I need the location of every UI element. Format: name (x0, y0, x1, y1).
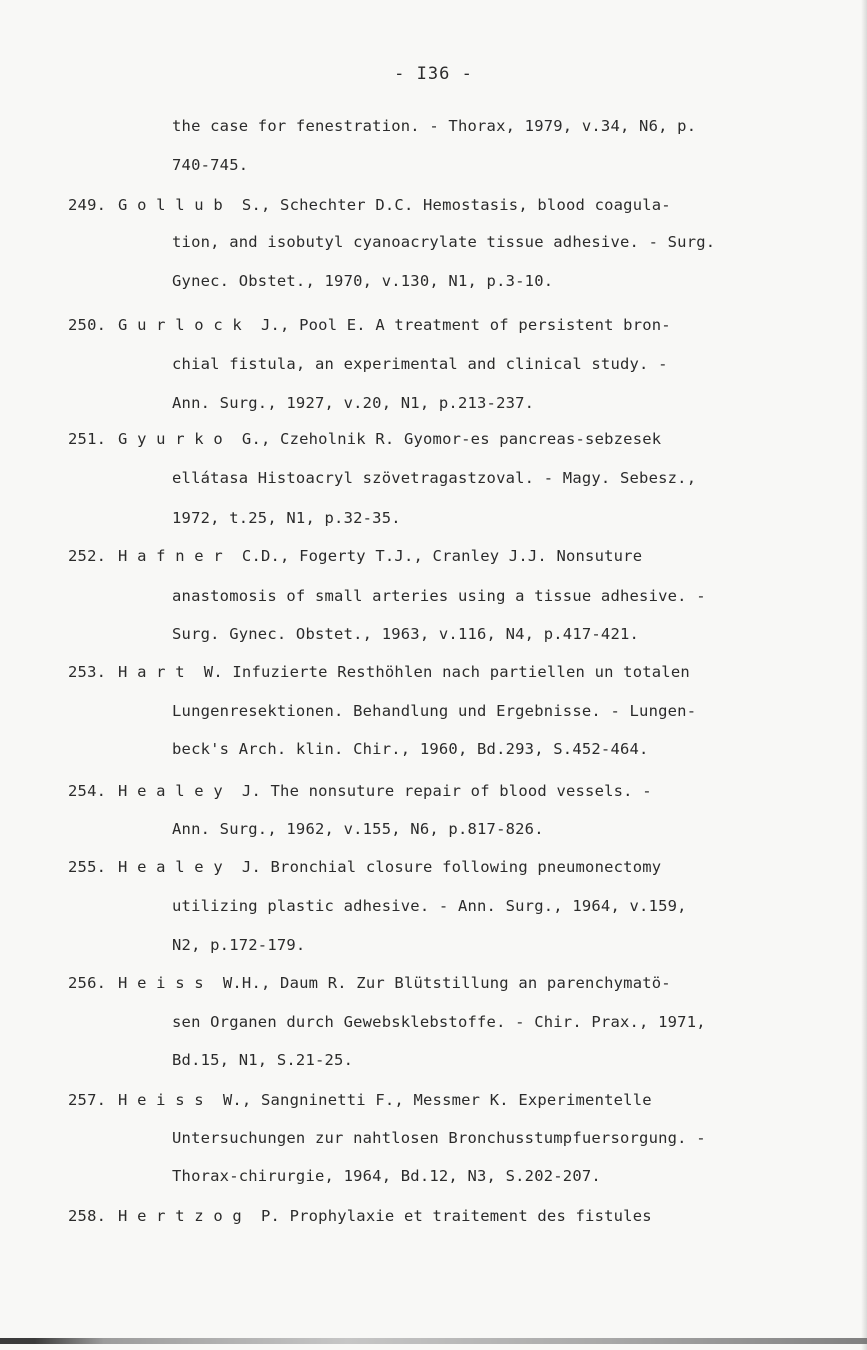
entry-line: anastomosis of small arteries using a tissue adhesive. - (172, 587, 706, 605)
entry-number: 249. (68, 196, 107, 214)
entry-number: 252. (68, 547, 107, 565)
page-number: - I36 - (394, 64, 473, 84)
entry-line: tion, and isobutyl cyanoacrylate tissue adhesive. - Surg. (172, 233, 716, 251)
entry-line: G o l l u b S., Schechter D.C. Hemostasis, blood coagula- (118, 196, 671, 214)
entry-line: utilizing plastic adhesive. - Ann. Surg., 1964, v.159, (172, 897, 687, 915)
scan-bottom-edge (0, 1338, 867, 1344)
entry-line: Surg. Gynec. Obstet., 1963, v.116, N4, p.417-421. (172, 625, 640, 643)
entry-line: H e i s s W., Sangninetti F., Messmer K. Experimentelle (118, 1091, 652, 1109)
entry-number: 258. (68, 1207, 107, 1225)
entry-line: H e a l e y J. The nonsuture repair of blood vessels. - (118, 782, 652, 800)
entry-line: Untersuchungen zur nahtlosen Bronchusstumpfuersorgung. - (172, 1129, 706, 1147)
entry-number: 254. (68, 782, 107, 800)
entry-number: 250. (68, 316, 107, 334)
entry-line: chial fistula, an experimental and clinical study. - (172, 355, 668, 373)
scan-edge-shadow (861, 0, 867, 1350)
entry-line: H e a l e y J. Bronchial closure following pneumonectomy (118, 858, 662, 876)
entry-line: N2, p.172-179. (172, 936, 306, 954)
entry-line: the case for fenestration. - Thorax, 1979, v.34, N6, p. (172, 117, 697, 135)
entry-line: Gynec. Obstet., 1970, v.130, N1, p.3-10. (172, 272, 554, 290)
entry-number: 253. (68, 663, 107, 681)
entry-number: 257. (68, 1091, 107, 1109)
entry-line: Thorax-chirurgie, 1964, Bd.12, N3, S.202-207. (172, 1167, 601, 1185)
entry-line: 740-745. (172, 156, 249, 174)
entry-line: H e i s s W.H., Daum R. Zur Blütstillung an parenchymatö- (118, 974, 671, 992)
entry-line: Lungenresektionen. Behandlung und Ergebnisse. - Lungen- (172, 702, 697, 720)
entry-line: Ann. Surg., 1962, v.155, N6, p.817-826. (172, 820, 544, 838)
entry-number: 251. (68, 430, 107, 448)
entry-line: Bd.15, N1, S.21-25. (172, 1051, 354, 1069)
entry-number: 255. (68, 858, 107, 876)
entry-line: Ann. Surg., 1927, v.20, N1, p.213-237. (172, 394, 535, 412)
entry-line: 1972, t.25, N1, p.32-35. (172, 509, 401, 527)
entry-line: G u r l o c k J., Pool E. A treatment of persistent bron- (118, 316, 671, 334)
entry-line: H a f n e r C.D., Fogerty T.J., Cranley J.J. Nonsuture (118, 547, 643, 565)
entry-line: beck's Arch. klin. Chir., 1960, Bd.293, S.452-464. (172, 740, 649, 758)
entry-line: sen Organen durch Gewebsklebstoffe. - Chir. Prax., 1971, (172, 1013, 706, 1031)
entry-line: H a r t W. Infuzierte Resthöhlen nach partiellen un totalen (118, 663, 690, 681)
entry-line: G y u r k o G., Czeholnik R. Gyomor-es pancreas-sebzesek (118, 430, 662, 448)
entry-number: 256. (68, 974, 107, 992)
entry-line: H e r t z o g P. Prophylaxie et traitement des fistules (118, 1207, 652, 1225)
entry-line: ellátasa Histoacryl szövetragastzoval. - Magy. Sebesz., (172, 469, 697, 487)
